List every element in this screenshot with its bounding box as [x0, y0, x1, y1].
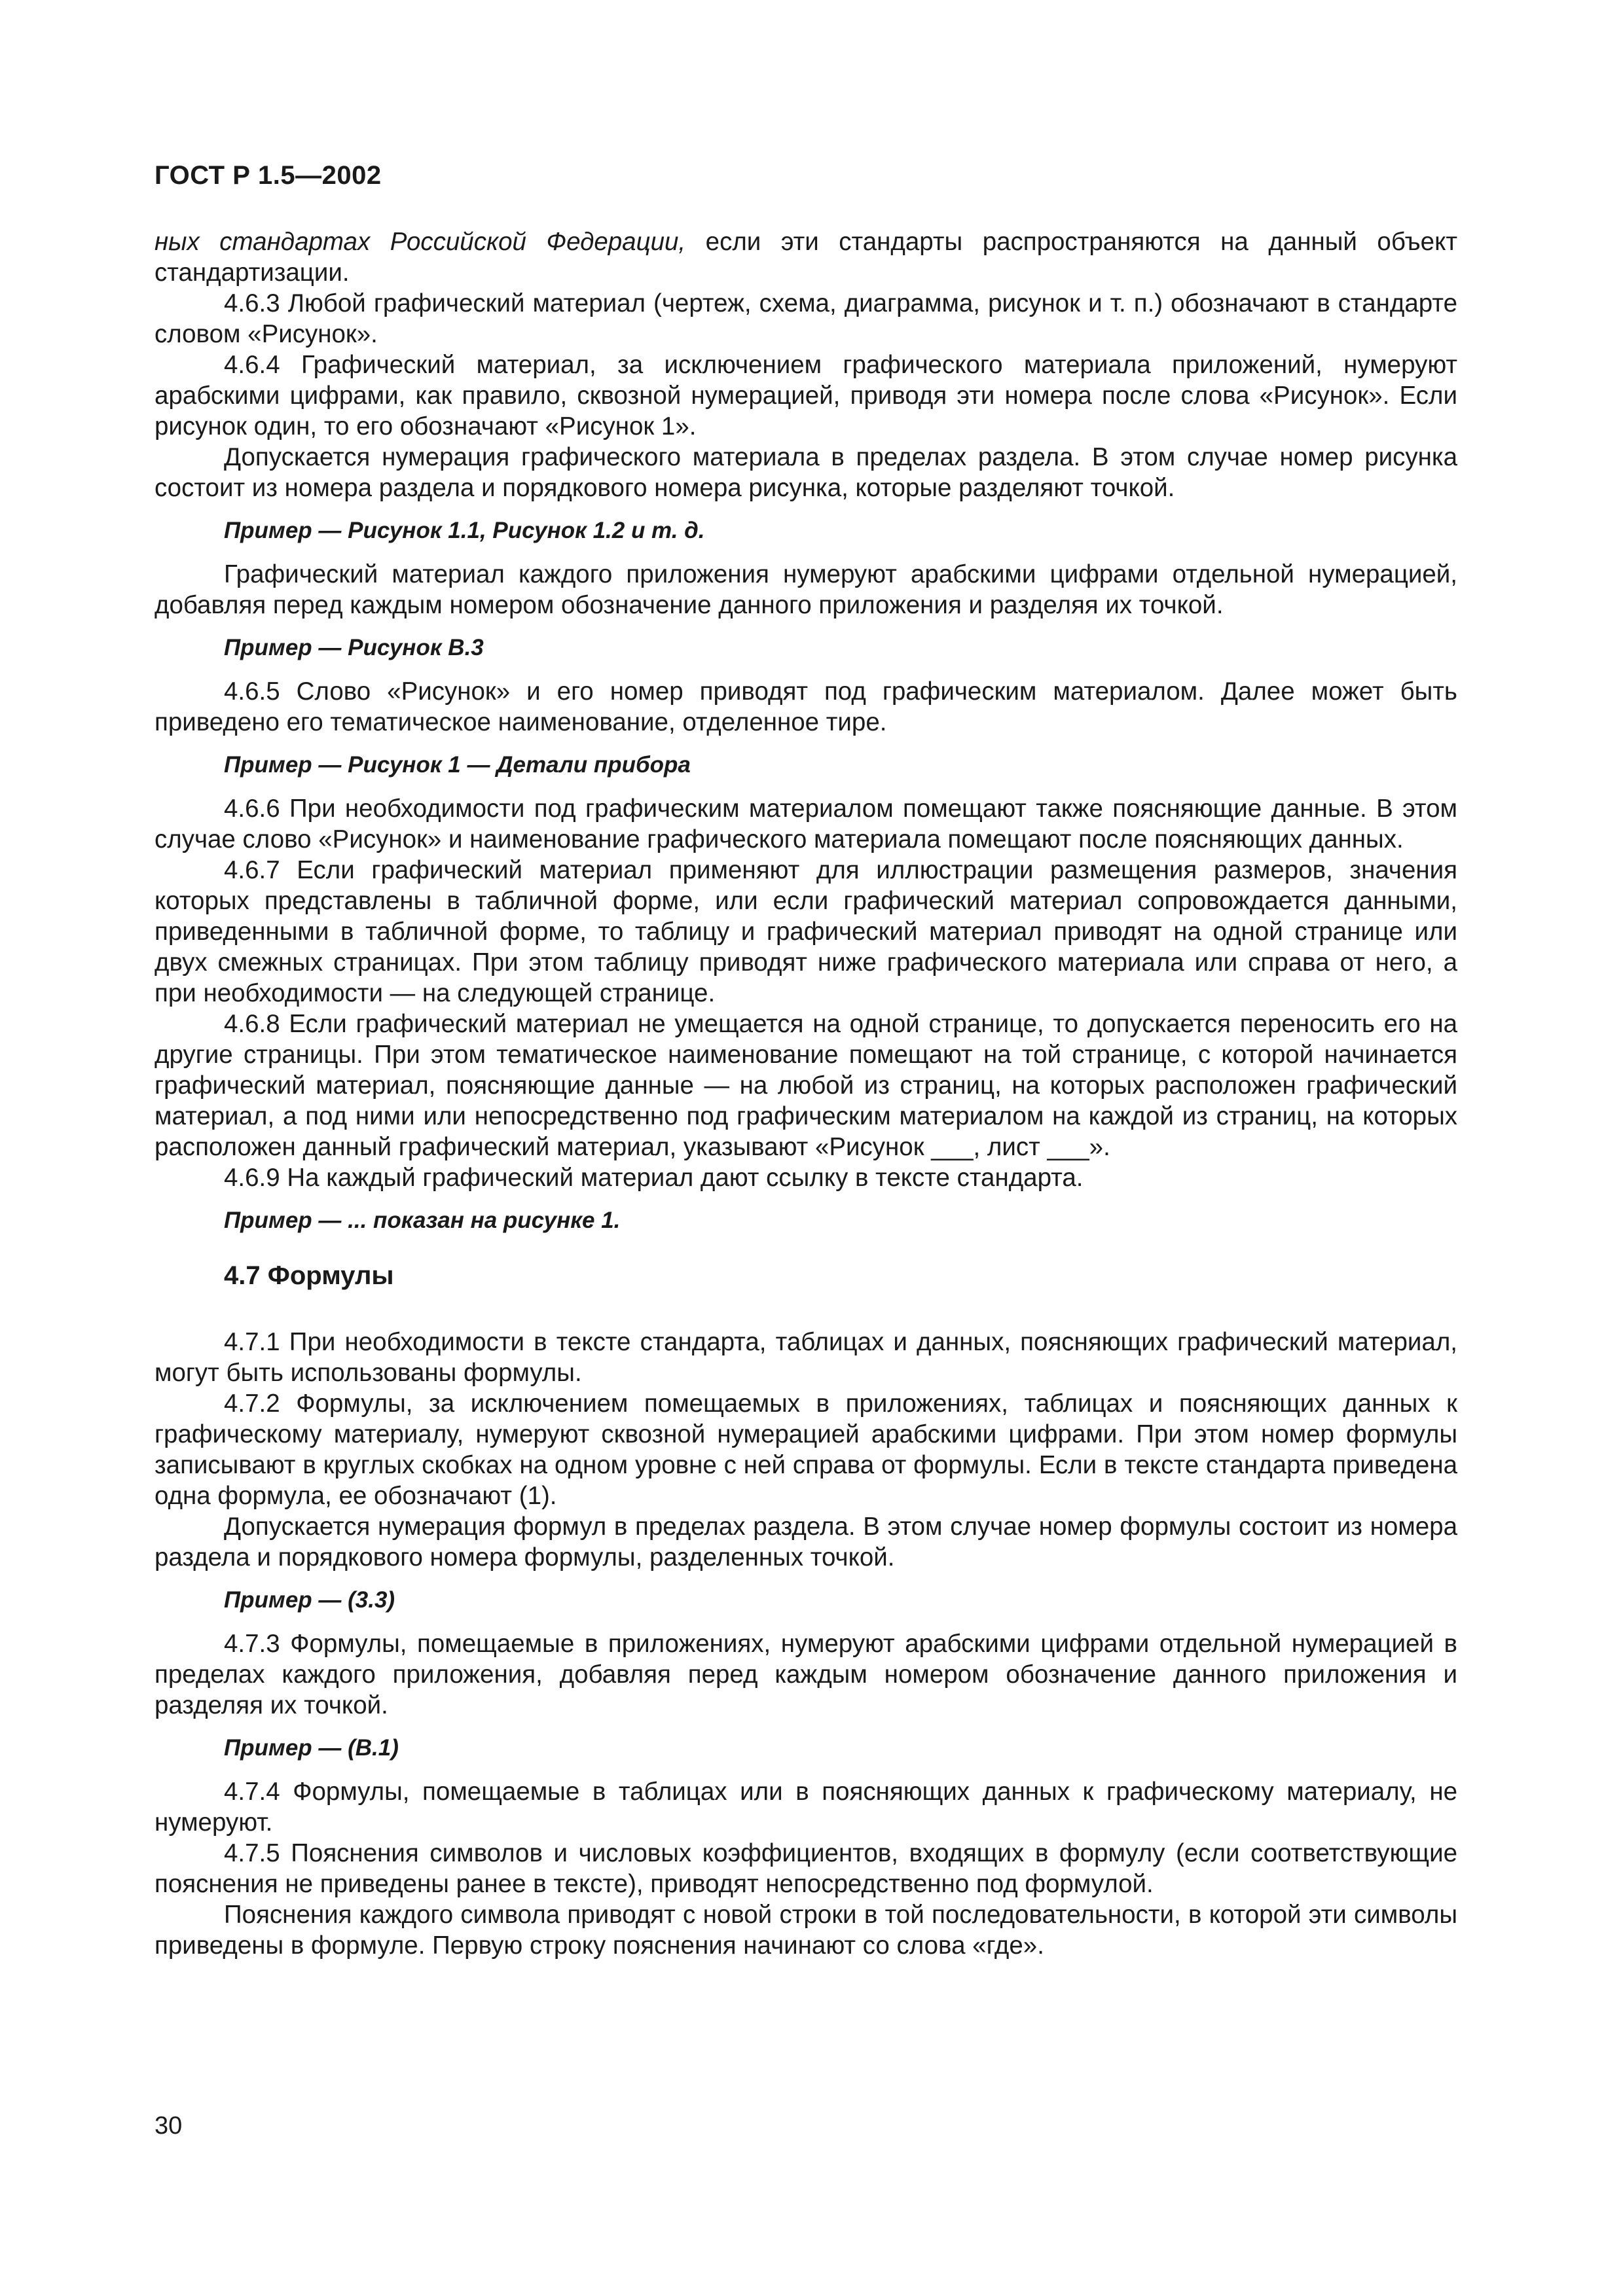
- paragraph-4-7-2-continued: Допускается нумерация формул в пределах раздела. В этом случае номер формулы состоит из номера раздела и порядкового номера формулы, разделенных точкой.: [155, 1513, 1457, 1571]
- example-formula-number: Пример — (3.3): [224, 1587, 395, 1613]
- paragraph-4-7-4: 4.7.4 Формулы, помещаемые в таблицах или в поясняющих данных к графическому материалу, не нумеруют.: [155, 1778, 1457, 1837]
- example-figure-title: Пример — Рисунок 1 — Детали прибора: [224, 752, 691, 778]
- paragraph-4-6-3: 4.6.3 Любой графический материал (чертеж, схема, диаграмма, рисунок и т. п.) обозначают в стандарте словом «Рисунок».: [155, 289, 1457, 348]
- paragraph-4-7-1: 4.7.1 При необходимости в тексте стандарта, таблицах и данных, поясняющих графический материал, могут быть использованы формулы.: [155, 1328, 1457, 1387]
- paragraph-4-6-9: 4.6.9 На каждый графический материал дают ссылку в тексте стандарта.: [224, 1164, 1084, 1192]
- page-number: 30: [155, 2112, 183, 2140]
- example-figure-reference: Пример — ... показан на рисунке 1.: [224, 1208, 621, 1233]
- example-figure-numbering: Пример — Рисунок 1.1, Рисунок 1.2 и т. д.: [224, 518, 705, 543]
- paragraph-4-6-6: 4.6.6 При необходимости под графическим материалом помещают также поясняющие данные. В этом случае слово «Рисунок» и наименование графического материала помещают после поясняющих данных.: [155, 795, 1457, 853]
- paragraph-appendix-figures: Графический материал каждого приложения нумеруют арабскими цифрами отдельной нумерацией, добавляя перед каждым номером обозначение данного приложения и разделяя их точкой.: [155, 560, 1457, 619]
- paragraph-4-7-2: 4.7.2 Формулы, за исключением помещаемых в приложениях, таблицах и поясняющих данных к графическому материалу, нумеруют сквозной нумерацией арабскими цифрами. При этом номер формулы записывают в круглых скобках на одном уровне с ней справа от формулы. Если в тексте стандарта приведена одна формула, ее обозначают (1).: [155, 1390, 1457, 1510]
- paragraph-text: если эти стандарты распространяются на данный объект стандартизации.: [155, 228, 1457, 287]
- paragraph-4-6-4: 4.6.4 Графический материал, за исключением графического материала приложений, нумеруют арабскими цифрами, как правило, сквозной нумерацией, приводя эти номера после слова «Рисунок». Если рисунок один, то его обозначают «Рисунок 1».: [155, 351, 1457, 440]
- paragraph-4-6-4-continued: Допускается нумерация графического материала в пределах раздела. В этом случае номер рисунка состоит из номера раздела и порядкового номера рисунка, которые разделяют точкой.: [155, 443, 1457, 502]
- example-appendix-figure: Пример — Рисунок В.3: [224, 635, 484, 660]
- document-body: [155, 226, 1457, 1961]
- paragraph-4-6-8: 4.6.8 Если графический материал не умещается на одной странице, то допускается переносить его на другие страницы. При этом тематическое наименование помещают на той странице, с которой начинается графический материал, поясняющие данные — на любой из страниц, на которых расположен графический материал, а под ними или непосредственно под графическим материалом на каждой из страниц, на которых расположен данный графический материал, указывают «Рисунок ___, лист ___».: [155, 1010, 1457, 1161]
- paragraph-continuation: [155, 226, 1457, 288]
- example-appendix-formula: Пример — (В.1): [224, 1735, 399, 1761]
- paragraph-4-7-3: 4.7.3 Формулы, помещаемые в приложениях, нумеруют арабскими цифрами отдельной нумерацией в пределах каждого приложения, добавляя перед каждым номером обозначение данного приложения и разделяя их точкой.: [155, 1630, 1457, 1719]
- italic-fragment: ных стандартах Российской Федерации,: [155, 228, 686, 256]
- paragraph-4-6-5: 4.6.5 Слово «Рисунок» и его номер приводят под графическим материалом. Далее может быть приведено его тематическое наименование, отделенное тире.: [155, 677, 1457, 736]
- document-header: ГОСТ Р 1.5—2002: [155, 161, 382, 190]
- paragraph-4-6-7: 4.6.7 Если графический материал применяют для иллюстрации размещения размеров, значения которых представлены в табличной форме, или если графический материал сопровождается данными, приведенными в табличной форме, то таблицу и графический материал приводят на одной странице или двух смежных страницах. При этом таблицу приводят ниже графического материала или справа от него, а при необходимости — на следующей странице.: [155, 856, 1457, 1007]
- section-heading-formulas: 4.7 Формулы: [224, 1261, 394, 1290]
- paragraph-4-7-5-continued: Пояснения каждого символа приводят с новой строки в той последовательности, в которой эти символы приведены в формуле. Первую строку пояснения начинают со слова «где».: [155, 1901, 1457, 1960]
- paragraph-4-7-5: 4.7.5 Пояснения символов и числовых коэффициентов, входящих в формулу (если соответствующие пояснения не приведены ранее в тексте), приводят непосредственно под формулой.: [155, 1839, 1457, 1898]
